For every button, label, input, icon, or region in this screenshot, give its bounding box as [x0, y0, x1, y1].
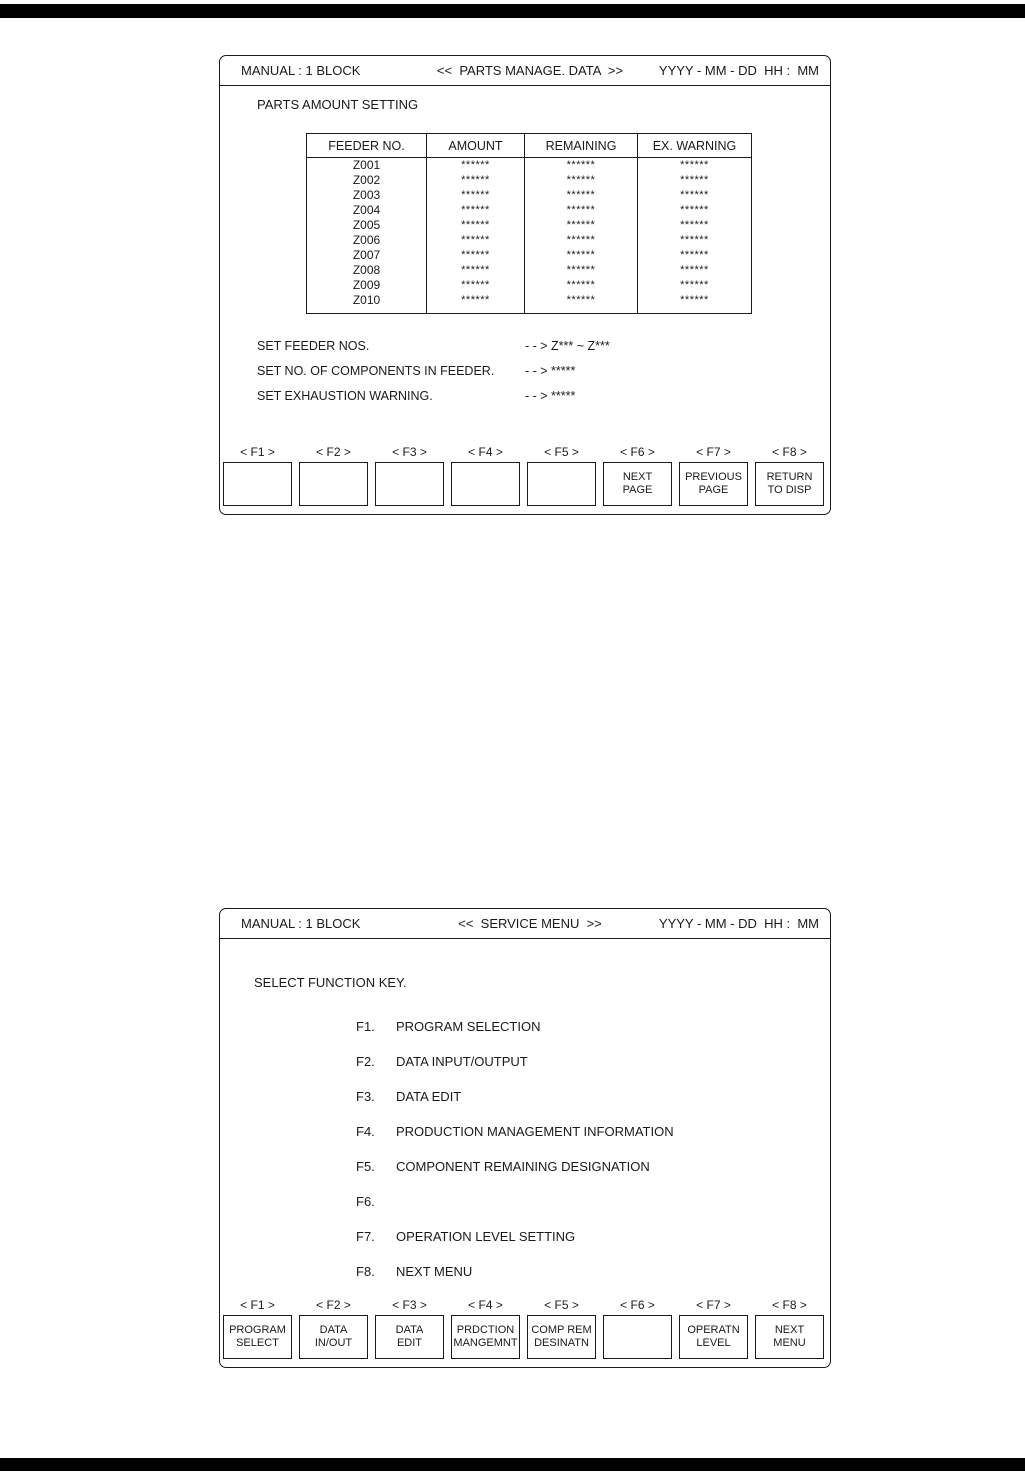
prompt-set-feeder-nos: [257, 333, 610, 358]
fkey-f6-button[interactable]: [603, 1315, 672, 1359]
feeder-no-cell: Z010: [352, 293, 381, 307]
fkey-f8-next-menu-button[interactable]: NEXT MENU: [755, 1315, 824, 1359]
menu-key: F8.: [356, 1264, 375, 1279]
mode-label: MANUAL : 1 BLOCK: [241, 63, 361, 78]
fkey-f4-button[interactable]: [451, 462, 520, 506]
col-header-amount: AMOUNT: [427, 134, 525, 158]
col-header-ex-warning: EX. WARNING: [638, 134, 752, 158]
warning-cell: ******: [638, 233, 752, 248]
menu-item-f8: [356, 1254, 674, 1289]
feeder-no-cell: Z002: [352, 173, 381, 187]
amount-cell: ******: [427, 278, 525, 293]
table-spacer-cell: [638, 308, 752, 314]
menu-label: DATA EDIT: [396, 1089, 462, 1104]
prompt-value: - - > Z*** ~ Z***: [525, 338, 610, 353]
fkey-label-f2: < F2 >: [316, 445, 351, 459]
fkey-label-row: [223, 445, 824, 459]
fkey-label-f1: < F1 >: [240, 1298, 275, 1312]
screen1-header: [220, 56, 830, 86]
feeder-no-cell: Z008: [352, 263, 381, 277]
setting-prompts: [257, 333, 610, 408]
remaining-cell: ******: [525, 173, 638, 188]
menu-label: PRODUCTION MANAGEMENT INFORMATION: [396, 1124, 674, 1139]
menu-key: F7.: [356, 1229, 375, 1244]
menu-key: F4.: [356, 1124, 375, 1139]
fkey-f2-data-in-out-button[interactable]: DATA IN/OUT: [299, 1315, 368, 1359]
menu-key: F2.: [356, 1054, 375, 1069]
table-row: [307, 203, 752, 218]
menu-label: PROGRAM SELECTION: [396, 1019, 541, 1034]
amount-cell: ******: [427, 293, 525, 308]
screen-title: << PARTS MANAGE. DATA >>: [436, 63, 624, 78]
function-menu-list: [356, 1009, 674, 1289]
amount-cell: ******: [427, 173, 525, 188]
amount-cell: ******: [427, 218, 525, 233]
warning-cell: ******: [638, 248, 752, 263]
warning-cell: ******: [638, 188, 752, 203]
table-spacer-cell: [307, 308, 427, 314]
fkey-f1-button[interactable]: [223, 462, 292, 506]
warning-cell: ******: [638, 278, 752, 293]
table-row: [307, 263, 752, 278]
remaining-cell: ******: [525, 263, 638, 278]
amount-cell: ******: [427, 233, 525, 248]
remaining-cell: ******: [525, 278, 638, 293]
menu-item-f2: [356, 1044, 674, 1079]
parts-manage-screen: [219, 55, 831, 515]
amount-cell: ******: [427, 248, 525, 263]
table-row: [307, 158, 752, 174]
menu-label: COMPONENT REMAINING DESIGNATION: [396, 1159, 650, 1174]
parts-amount-table: [306, 133, 752, 314]
col-header-feeder-no: FEEDER NO.: [307, 134, 427, 158]
warning-cell: ******: [638, 293, 752, 308]
fkey-label-f5: < F5 >: [544, 445, 579, 459]
fkey-f4-production-management-button[interactable]: PRDCTION MANGEMNT: [451, 1315, 520, 1359]
menu-item-f4: [356, 1114, 674, 1149]
menu-key: F1.: [356, 1019, 375, 1034]
table-row: [307, 218, 752, 233]
datetime-label: YYYY - MM - DD HH : MM: [658, 916, 820, 931]
fkey-button-row: [223, 1315, 824, 1359]
table-row: [307, 248, 752, 263]
select-function-key-text: SELECT FUNCTION KEY.: [254, 975, 407, 990]
table-row: [307, 278, 752, 293]
fkey-label-f4: < F4 >: [468, 445, 503, 459]
feeder-no-cell: Z006: [352, 233, 381, 247]
fkey-f7-operation-level-button[interactable]: OPERATN LEVEL: [679, 1315, 748, 1359]
menu-item-f1: [356, 1009, 674, 1044]
menu-key: F5.: [356, 1159, 375, 1174]
menu-item-f3: [356, 1079, 674, 1114]
fkey-f6-next-page-button[interactable]: NEXT PAGE: [603, 462, 672, 506]
service-menu-screen: [219, 908, 831, 1368]
remaining-cell: ******: [525, 218, 638, 233]
remaining-cell: ******: [525, 248, 638, 263]
table-header-row: [307, 134, 752, 158]
amount-cell: ******: [427, 263, 525, 278]
feeder-no-cell: Z007: [352, 248, 381, 262]
fkey-label-f4: < F4 >: [468, 1298, 503, 1312]
fkey-label-f8: < F8 >: [772, 1298, 807, 1312]
fkey-label-f2: < F2 >: [316, 1298, 351, 1312]
menu-key: F3.: [356, 1089, 375, 1104]
fkey-label-f3: < F3 >: [392, 445, 427, 459]
warning-cell: ******: [638, 218, 752, 233]
remaining-cell: ******: [525, 188, 638, 203]
prompt-value: - - > *****: [525, 388, 576, 403]
prompt-label: SET FEEDER NOS.: [257, 338, 370, 353]
table-row: [307, 233, 752, 248]
table-spacer-cell: [525, 308, 638, 314]
prompt-label: SET NO. OF COMPONENTS IN FEEDER.: [257, 363, 495, 378]
mode-label: MANUAL : 1 BLOCK: [241, 916, 361, 931]
page-bottom-rule: [0, 1458, 1025, 1471]
prompt-value: - - > *****: [525, 363, 576, 378]
remaining-cell: ******: [525, 233, 638, 248]
warning-cell: ******: [638, 158, 752, 174]
prompt-set-components: [257, 358, 610, 383]
fkey-f8-return-to-disp-button[interactable]: RETURN TO DISP: [755, 462, 824, 506]
prompt-set-exhaustion-warning: [257, 383, 610, 408]
fkey-label-f6: < F6 >: [620, 445, 655, 459]
datetime-label: YYYY - MM - DD HH : MM: [658, 63, 820, 78]
menu-label: OPERATION LEVEL SETTING: [396, 1229, 576, 1244]
menu-item-f5: [356, 1149, 674, 1184]
warning-cell: ******: [638, 263, 752, 278]
menu-label: NEXT MENU: [396, 1264, 473, 1279]
prompt-label: SET EXHAUSTION WARNING.: [257, 388, 433, 403]
remaining-cell: ******: [525, 293, 638, 308]
menu-key: F6.: [356, 1194, 375, 1209]
fkey-f3-button[interactable]: [375, 462, 444, 506]
menu-item-f7: [356, 1219, 674, 1254]
fkey-label-f8: < F8 >: [772, 445, 807, 459]
fkey-f5-button[interactable]: [527, 462, 596, 506]
table-spacer-cell: [427, 308, 525, 314]
warning-cell: ******: [638, 173, 752, 188]
amount-cell: ******: [427, 188, 525, 203]
fkey-button-row: [223, 462, 824, 506]
remaining-cell: ******: [525, 158, 638, 174]
fkey-label-row: [223, 1298, 824, 1312]
col-header-remaining: REMAINING: [525, 134, 638, 158]
table-row: [307, 293, 752, 308]
screen2-header: [220, 909, 830, 939]
page-title: PARTS AMOUNT SETTING: [257, 97, 419, 112]
amount-cell: ******: [427, 203, 525, 218]
screen-title: << SERVICE MENU >>: [458, 916, 602, 931]
fkey-label-f7: < F7 >: [696, 445, 731, 459]
page-top-rule: [0, 4, 1025, 18]
fkey-f5-component-remaining-button[interactable]: COMP REM DESINATN: [527, 1315, 596, 1359]
feeder-no-cell: Z009: [352, 278, 381, 292]
remaining-cell: ******: [525, 203, 638, 218]
fkey-label-f6: < F6 >: [620, 1298, 655, 1312]
menu-label: DATA INPUT/OUTPUT: [396, 1054, 528, 1069]
amount-cell: ******: [427, 158, 525, 174]
fkey-label-f5: < F5 >: [544, 1298, 579, 1312]
fkey-f3-data-edit-button[interactable]: DATA EDIT: [375, 1315, 444, 1359]
feeder-no-cell: Z003: [352, 188, 381, 202]
warning-cell: ******: [638, 203, 752, 218]
fkey-f1-program-select-button[interactable]: PROGRAM SELECT: [223, 1315, 292, 1359]
fkey-label-f7: < F7 >: [696, 1298, 731, 1312]
feeder-no-cell: Z005: [352, 218, 381, 232]
menu-item-f6: [356, 1184, 674, 1219]
feeder-no-cell: Z001: [352, 158, 381, 172]
feeder-no-cell: Z004: [352, 203, 381, 217]
table-row: [307, 173, 752, 188]
fkey-f2-button[interactable]: [299, 462, 368, 506]
fkey-f7-previous-page-button[interactable]: PREVIOUS PAGE: [679, 462, 748, 506]
fkey-label-f3: < F3 >: [392, 1298, 427, 1312]
table-row: [307, 188, 752, 203]
table-spacer-row: [307, 308, 752, 314]
fkey-label-f1: < F1 >: [240, 445, 275, 459]
